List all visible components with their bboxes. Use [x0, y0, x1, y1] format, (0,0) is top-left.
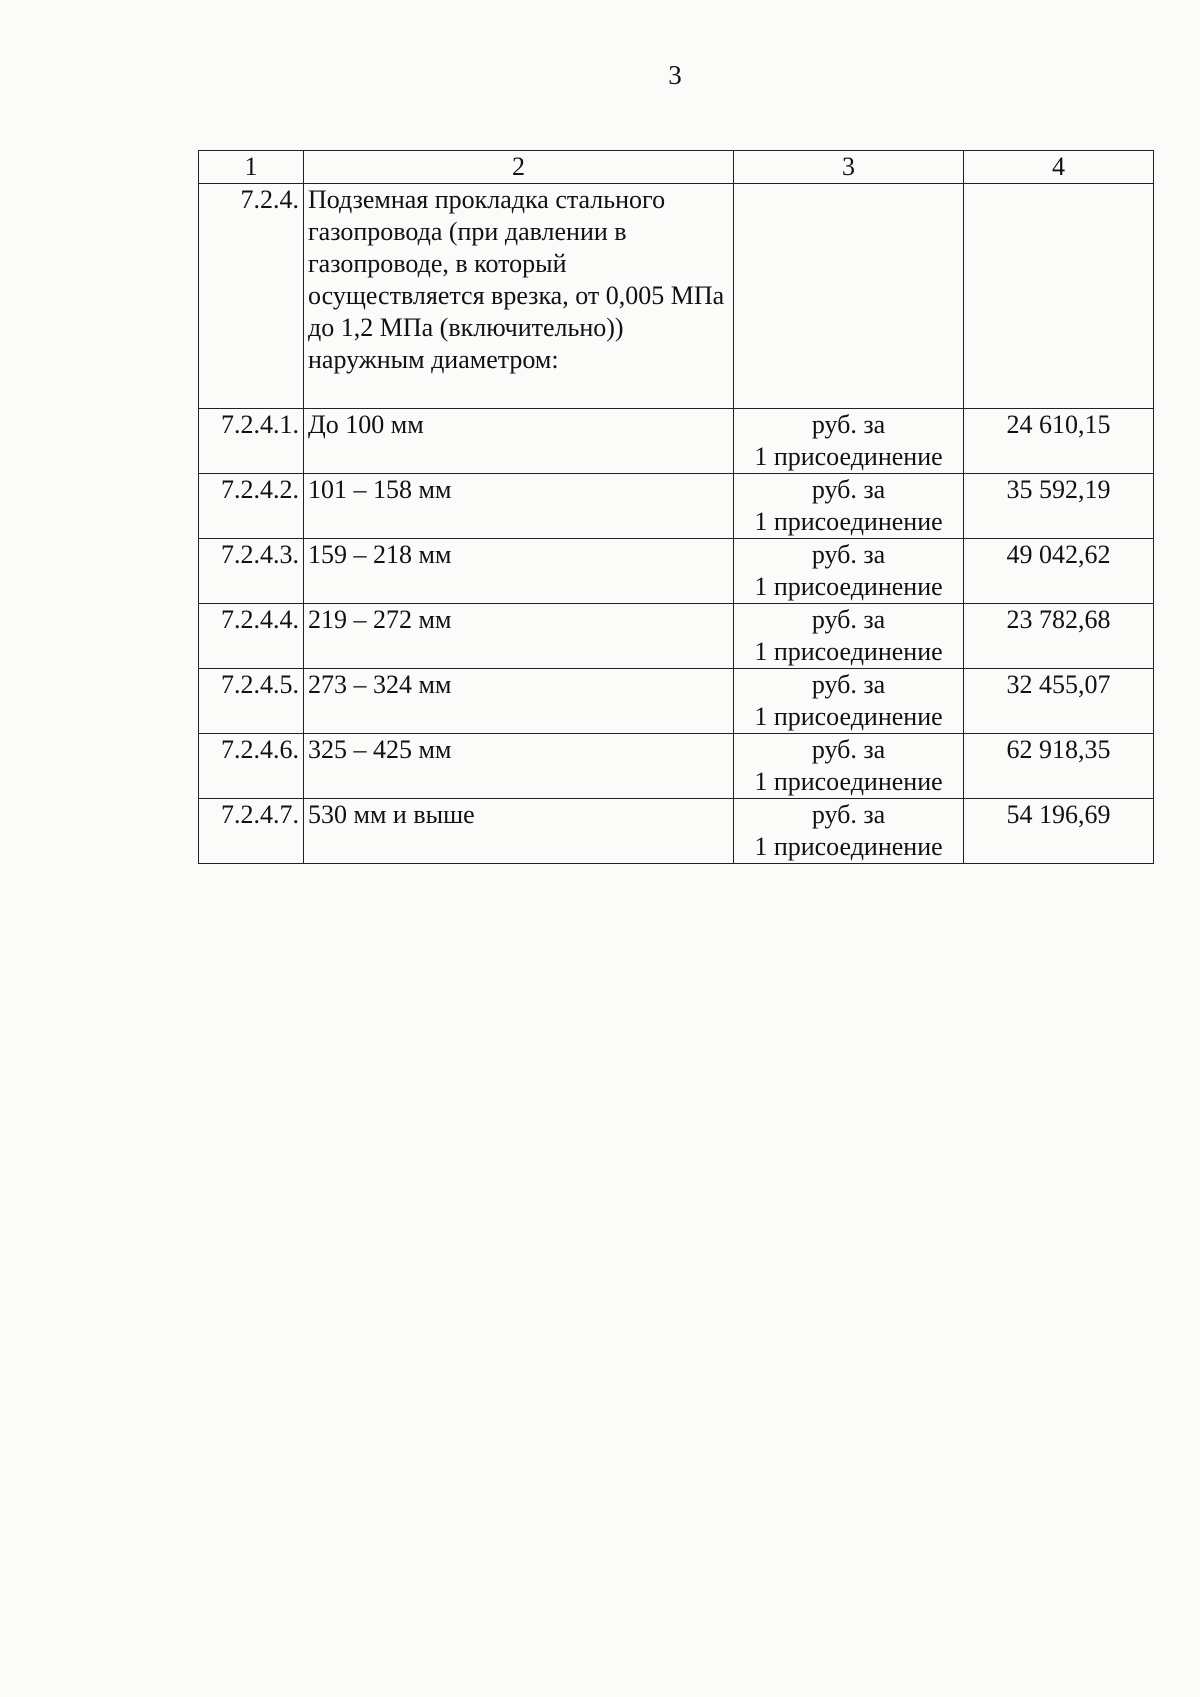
unit-line-1: руб. за	[811, 410, 886, 439]
item-description: 273 – 324 мм	[304, 669, 734, 734]
item-price: 32 455,07	[964, 669, 1154, 734]
item-description: 159 – 218 мм	[304, 539, 734, 604]
unit-line-2: 1 присоединение	[754, 767, 943, 796]
header-cell: 4	[964, 151, 1154, 184]
item-price: 54 196,69	[964, 799, 1154, 864]
tariff-table	[198, 150, 1154, 864]
page-number: 3	[668, 60, 682, 90]
item-description: Подземная прокладка стального газопровода (при давлении в газопроводе, в который осуществляется врезка, от 0,005 МПа до 1,2 МПа (включительно)) наружным диаметром:	[304, 184, 734, 409]
table-row	[199, 474, 1154, 539]
table-row	[199, 409, 1154, 474]
item-number: 7.2.4.3.	[199, 539, 304, 604]
table-header-row	[199, 151, 1154, 184]
item-number: 7.2.4.	[199, 184, 304, 409]
unit-line-2: 1 присоединение	[754, 702, 943, 731]
table-row	[199, 799, 1154, 864]
unit-line-1: руб. за	[811, 735, 886, 764]
item-description: 101 – 158 мм	[304, 474, 734, 539]
section-row	[199, 184, 1154, 409]
unit-line-2: 1 присоединение	[754, 442, 943, 471]
item-unit	[734, 474, 964, 539]
item-price: 49 042,62	[964, 539, 1154, 604]
item-number: 7.2.4.6.	[199, 734, 304, 799]
item-number: 7.2.4.5.	[199, 669, 304, 734]
item-number: 7.2.4.1.	[199, 409, 304, 474]
item-price: 35 592,19	[964, 474, 1154, 539]
unit-line-1: руб. за	[811, 540, 886, 569]
unit-line-2: 1 присоединение	[754, 572, 943, 601]
unit-line-1: руб. за	[811, 605, 886, 634]
item-unit	[734, 669, 964, 734]
table-row	[199, 539, 1154, 604]
header-cell: 2	[304, 151, 734, 184]
item-unit	[734, 539, 964, 604]
item-unit	[734, 799, 964, 864]
table-row	[199, 604, 1154, 669]
item-description: 530 мм и выше	[304, 799, 734, 864]
unit-line-1: руб. за	[811, 475, 886, 504]
item-unit	[734, 184, 964, 409]
unit-line-2: 1 присоединение	[754, 507, 943, 536]
item-description: 219 – 272 мм	[304, 604, 734, 669]
unit-line-2: 1 присоединение	[754, 637, 943, 666]
unit-line-1: руб. за	[811, 670, 886, 699]
item-number: 7.2.4.7.	[199, 799, 304, 864]
item-description: До 100 мм	[304, 409, 734, 474]
header-cell: 3	[734, 151, 964, 184]
item-price: 23 782,68	[964, 604, 1154, 669]
unit-line-2: 1 присоединение	[754, 832, 943, 861]
unit-line-1: руб. за	[811, 800, 886, 829]
table-row	[199, 669, 1154, 734]
header-cell: 1	[199, 151, 304, 184]
item-unit	[734, 409, 964, 474]
item-description: 325 – 425 мм	[304, 734, 734, 799]
item-number: 7.2.4.4.	[199, 604, 304, 669]
item-price	[964, 184, 1154, 409]
item-unit	[734, 734, 964, 799]
item-number: 7.2.4.2.	[199, 474, 304, 539]
table-row	[199, 734, 1154, 799]
item-price: 24 610,15	[964, 409, 1154, 474]
item-price: 62 918,35	[964, 734, 1154, 799]
item-unit	[734, 604, 964, 669]
